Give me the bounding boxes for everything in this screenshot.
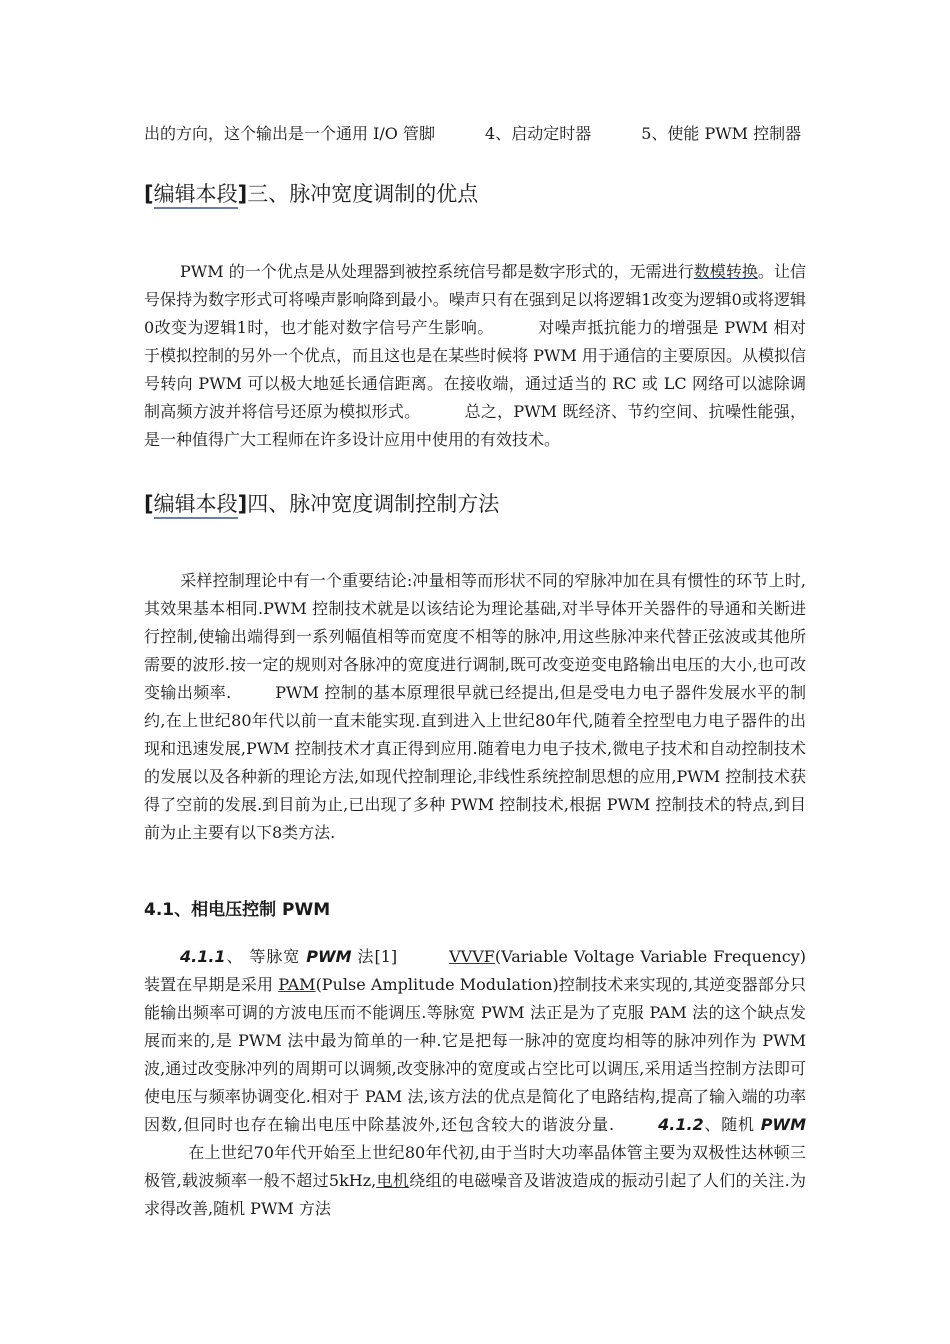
- section-heading-advantages: [144, 179, 478, 209]
- section-heading-control-methods: [144, 489, 499, 519]
- text-segment: 对噪声抵抗能力的增强是 PWM 相对于模拟控制的另外一个优点，而且这也是在某些时候将 PWM 用于通信的主要原因。从模拟信号转向 PWM 可以极大地延长通信距离。在接收端，通过适当的 RC 或 LC 网络可以滤除调制高频方波并将信号还原为模拟形式。: [144, 318, 806, 421]
- item-number: 4.1.2: [658, 1115, 704, 1134]
- paragraph-io-steps: [144, 120, 806, 148]
- edit-section-link[interactable]: 编辑本段: [154, 182, 238, 209]
- paragraph-advantages: [144, 258, 806, 454]
- text-segment: 、 等脉宽: [225, 947, 307, 966]
- text-start-timer: 4、启动定时器: [485, 124, 592, 143]
- text-segment: PWM 控制的基本原理很早就已经提出,但是受电力电子器件发展水平的制约,在上世纪80年代以前一直未能实现.直到进入上世纪80年代,随着全控型电力电子器件的出现和迅速发展,PWM 控制技术才真正得到应用.随着电力电子技术,微电子技术和自动控制技术的发展以及各种新的理论方法,如现代控制理论,非线性系统控制思想的应用,PWM 控制技术获得了空前的发展.到目前为止,已出现了多种 PWM 控制技术,根据 PWM 控制技术的特点,到目前为止主要有以下8类方法.: [144, 683, 806, 842]
- paragraph-4-1: [144, 943, 806, 1223]
- text-segment: 在上世纪70年代开始至上世纪80年代初,由于当时大功率晶体管主要为双极性达林顿三极管,载波频率一般不超过5kHz,: [144, 1143, 806, 1190]
- bracket-close: ]: [237, 182, 248, 206]
- text-segment: 法[1]: [351, 947, 398, 966]
- link-dac[interactable]: 数模转换: [693, 262, 758, 281]
- subsection-number: 4.1: [144, 900, 175, 920]
- item-number: 4.1.1: [180, 947, 226, 966]
- text-segment: PWM: [306, 947, 352, 966]
- bracket-open: [: [144, 492, 154, 516]
- paragraph-control-methods: [144, 567, 806, 847]
- text-segment: PWM 的一个优点是从处理器到被控系统信号都是数字形式的，无需进行: [180, 262, 694, 281]
- text-io-pin: 出的方向，这个输出是一个通用 I/O 管脚: [144, 124, 436, 143]
- text-segment: (Pulse Amplitude Modulation)控制技术来实现的,其逆变器部分只能输出频率可调的方波电压而不能调压.等脉宽 PWM 法正是为了克服 PAM 法的这个缺点发展而来的,是 PWM 法中最为简单的一种.它是把每一脉冲的宽度均相等的脉冲列作为 PWM 波,通过改变脉冲列的周期可以调频,改变脉冲的宽度或占空比可以调压,采用适当控制方法即可使电压与频率协调变化.相对于 PAM 法,该方法的优点是简化了电路结构,提高了输入端的功率因数,但同时也存在输出电压中除基波外,还包含较大的谐波分量.: [144, 975, 806, 1134]
- text-segment: (Variable Voltage Variable Frequency)装置在早期是采用: [144, 947, 806, 994]
- text-enable-pwm: 5、使能 PWM 控制器: [641, 124, 802, 143]
- link-motor[interactable]: 电机: [376, 1171, 410, 1190]
- bracket-open: [: [144, 182, 154, 206]
- text-segment: 总之，PWM 既经济、节约空间、抗噪性能强，是一种值得广大工程师在许多设计应用中使用的有效技术。: [144, 402, 806, 449]
- text-segment: 绕组的电磁噪音及谐波造成的振动引起了人们的关注.为求得改善,随机 PWM 方法: [144, 1171, 806, 1218]
- edit-section-link[interactable]: 编辑本段: [154, 492, 238, 519]
- text-segment: 采样控制理论中有一个重要结论:冲量相等而形状不同的窄脉冲加在具有惯性的环节上时,其效果基本相同.PWM 控制技术就是以该结论为理论基础,对半导体开关器件的导通和关断进行控制,使输出端得到一系列幅值相等而宽度不相等的脉冲,用这些脉冲来代替正弦波或其他所需要的波形.按一定的规则对各脉冲的宽度进行调制,既可改变逆变电路输出电压的大小,也可改变输出频率.: [144, 571, 806, 702]
- link-pam[interactable]: PAM: [278, 975, 316, 994]
- section-title: 三、脉冲宽度调制的优点: [247, 182, 479, 206]
- bracket-close: ]: [237, 492, 248, 516]
- text-segment: 、随机: [703, 1115, 761, 1134]
- subsection-title: 、相电压控制 PWM: [174, 900, 331, 920]
- text-segment: 。让信号保持为数字形式可将噪声影响降到最小。噪声只有在强到足以将逻辑1改变为逻辑0或将逻辑0改变为逻辑1时，也才能对数字信号产生影响。: [144, 262, 806, 337]
- link-vvvf[interactable]: VVVF: [449, 947, 495, 966]
- text-segment: PWM: [760, 1115, 806, 1134]
- section-title: 四、脉冲宽度调制控制方法: [247, 492, 500, 516]
- subsection-heading-4-1: [144, 896, 330, 924]
